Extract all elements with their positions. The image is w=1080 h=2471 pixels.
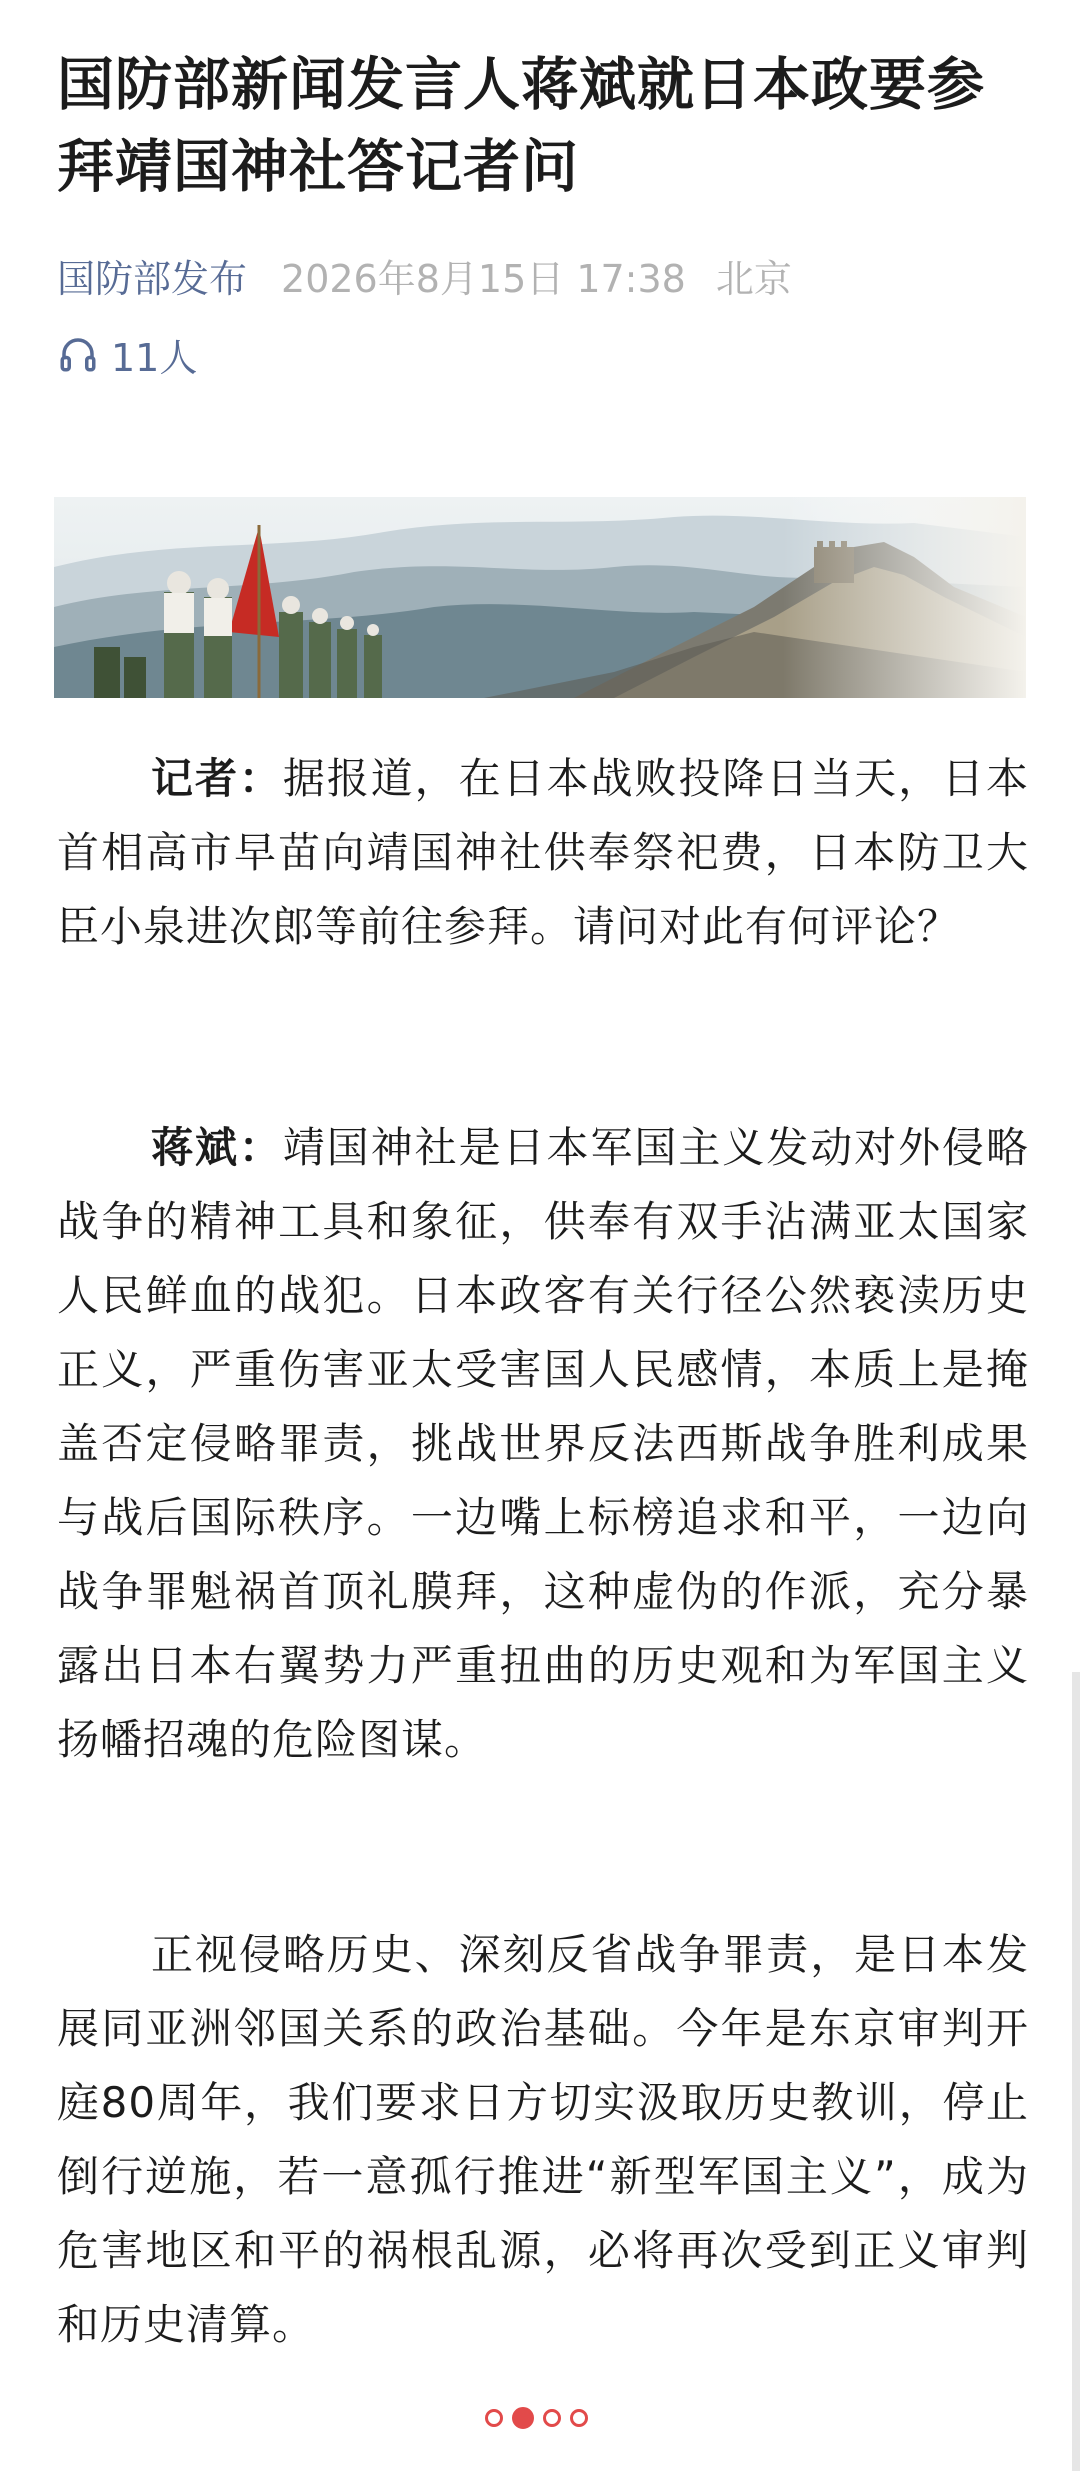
page-indicator[interactable]: [485, 2407, 597, 2429]
paragraph-text: 据报道，在日本战败投降日当天，日本首相高市早苗向靖国神社供奉祭祀费，日本防卫大臣小泉进次郎等前往参拜。请问对此有何评论？: [57, 754, 1029, 951]
page-dot[interactable]: [485, 2409, 503, 2427]
listen-count: 11人: [111, 335, 198, 380]
great-wall-honor-guard-banner-icon: [54, 497, 1026, 698]
speaker-label: 记者：: [151, 754, 283, 803]
reporter-question: [57, 742, 1029, 964]
page-dot-active[interactable]: [512, 2407, 534, 2429]
scrollbar[interactable]: [1072, 1672, 1080, 2471]
page-dot[interactable]: [570, 2409, 588, 2427]
source-account-link[interactable]: 国防部发布: [57, 256, 248, 301]
publish-location: 北京: [715, 256, 792, 301]
article-banner-image: [54, 497, 1026, 698]
page-dot[interactable]: [543, 2409, 561, 2427]
spokesperson-answer: [57, 1111, 1029, 1777]
listen-button[interactable]: [57, 326, 197, 382]
speaker-label: 蒋斌：: [151, 1123, 283, 1172]
publish-date: 2026年8月15日 17:38: [281, 256, 686, 301]
spokesperson-answer-continued: [57, 1918, 1029, 2362]
headphones-icon: [57, 333, 99, 375]
paragraph-text: 靖国神社是日本军国主义发动对外侵略战争的精神工具和象征，供奉有双手沾满亚太国家人民鲜血的战犯。日本政客有关行径公然亵渎历史正义，严重伤害亚太受害国人民感情，本质上是掩盖否定侵略罪责，挑战世界反法西斯战争胜利成果与战后国际秩序。一边嘴上标榜追求和平，一边向战争罪魁祸首顶礼膜拜，这种虚伪的作派，充分暴露出日本右翼势力严重扭曲的历史观和为军国主义扬幡招魂的危险图谋。: [57, 1123, 1029, 1764]
paragraph-text: 正视侵略历史、深刻反省战争罪责，是日本发展同亚洲邻国关系的政治基础。今年是东京审判开庭80周年，我们要求日方切实汲取历史教训，停止倒行逆施，若一意孤行推进“新型军国主义”，成为危害地区和平的祸根乱源，必将再次受到正义审判和历史清算。: [57, 1930, 1029, 2349]
article-meta: [57, 243, 792, 307]
article-title: 国防部新闻发言人蒋斌就日本政要参拜靖国神社答记者问: [57, 52, 985, 200]
